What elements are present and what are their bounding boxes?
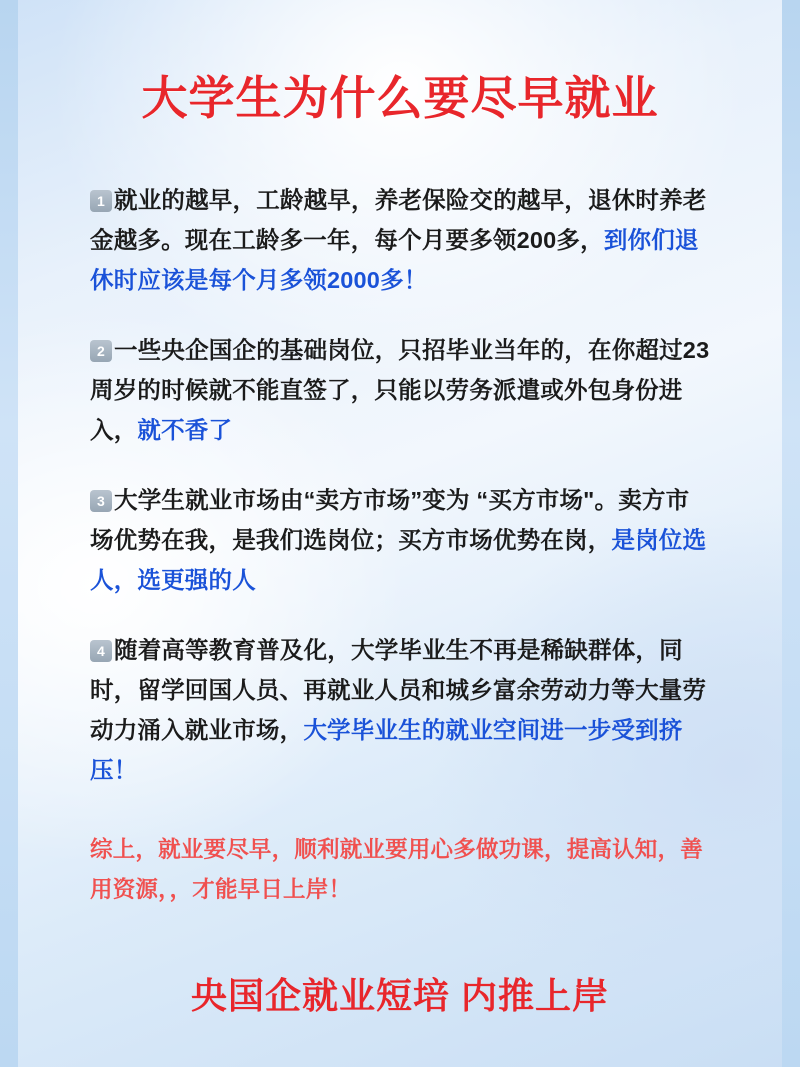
item-text: 就业的越早，工龄越早，养老保险交的越早，退休时养老金越多。现在工龄多一年，每个月要多领200多， <box>90 187 707 253</box>
item-number-badge: 2 <box>90 340 112 362</box>
list-item <box>90 180 710 300</box>
item-highlight: 就不香了 <box>137 417 233 443</box>
item-text: 一些央企国企的基础岗位，只招毕业当年的，在你超过23周岁的时候就不能直签了，只能以劳务派遣或外包身份进入， <box>90 337 710 443</box>
list-item <box>90 330 710 450</box>
footer-slogan: 央国企就业短培 内推上岸 <box>190 975 609 1016</box>
left-edge-gradient <box>0 0 18 1067</box>
item-text: 大学生就业市场由“卖方市场”变为 “买方市场"。卖方市场优势在我，是我们选岗位；买方市场优势在岗， <box>90 487 690 553</box>
right-edge-gradient <box>782 0 800 1067</box>
item-number-badge: 4 <box>90 640 112 662</box>
summary-text: 综上，就业要尽早，顺利就业要用心多做功课，提高认知，善用资源，，才能早日上岸！ <box>90 837 703 902</box>
list-item <box>90 630 710 790</box>
points-list <box>90 180 710 790</box>
item-highlight: 大学毕业生的就业空间进一步受到挤压！ <box>90 717 683 783</box>
item-number-badge: 1 <box>90 190 112 212</box>
list-item <box>90 480 710 600</box>
item-number-badge: 3 <box>90 490 112 512</box>
item-highlight: 到你们退休时应该是每个月多领2000多！ <box>90 227 699 293</box>
page-title: 大学生为什么要尽早就业 <box>141 72 659 124</box>
poster-content <box>18 0 782 1067</box>
item-text: 随着高等教育普及化，大学毕业生不再是稀缺群体，同时，留学回国人员、再就业人员和城乡富余劳动力等大量劳动力涌入就业市场， <box>90 637 707 743</box>
item-highlight: 是岗位选人，选更强的人 <box>90 527 707 593</box>
